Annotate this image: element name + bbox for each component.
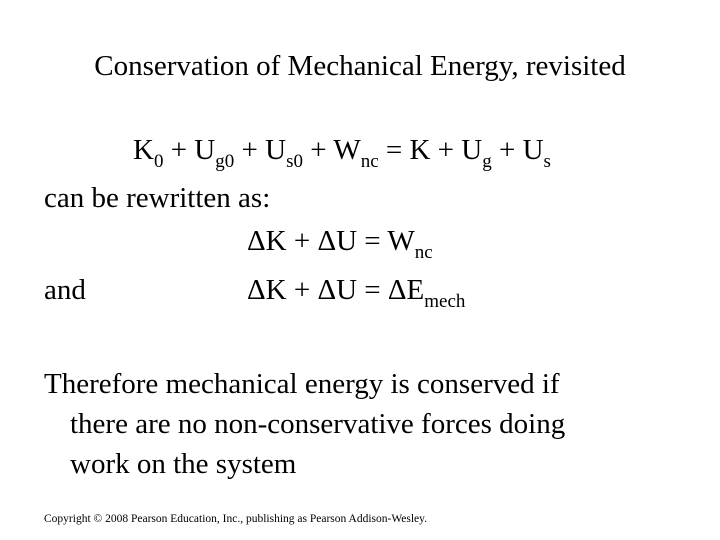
eq-term: + U — [163, 134, 216, 166]
eq-subscript: s — [543, 151, 551, 172]
conclusion-paragraph — [44, 364, 684, 484]
eq-term: K — [133, 134, 154, 166]
eq-subscript: 0 — [153, 151, 164, 172]
eq-term: + U — [234, 134, 287, 166]
eq-term: + W — [302, 134, 361, 166]
eq-term: = K + U — [378, 134, 483, 166]
and-label: and — [44, 274, 86, 306]
energy-equation — [133, 134, 551, 172]
eq-term: + U — [491, 134, 544, 166]
work-energy-equation — [247, 225, 433, 263]
slide-title: Conservation of Mechanical Energy, revisited — [94, 50, 626, 82]
eq-subscript: nc — [414, 242, 433, 263]
eq-subscript: nc — [360, 151, 379, 172]
eq-subscript: g — [482, 151, 492, 172]
rewrite-text: can be rewritten as: — [44, 182, 271, 214]
eq-subscript: s0 — [286, 151, 303, 172]
conclusion-line: there are no non-conservative forces doing — [70, 408, 566, 440]
copyright-notice: Copyright © 2008 Pearson Education, Inc., publishing as Pearson Addison-Wesley. — [44, 513, 428, 525]
conclusion-line: Therefore mechanical energy is conserved if — [44, 368, 560, 400]
conclusion-line: work on the system — [70, 448, 297, 480]
eq-text: ΔK + ΔU = ΔE — [247, 274, 425, 306]
eq-subscript: mech — [424, 291, 466, 312]
mech-energy-equation — [247, 274, 466, 312]
eq-subscript: g0 — [215, 151, 235, 172]
eq-text: ΔK + ΔU = W — [247, 225, 415, 257]
